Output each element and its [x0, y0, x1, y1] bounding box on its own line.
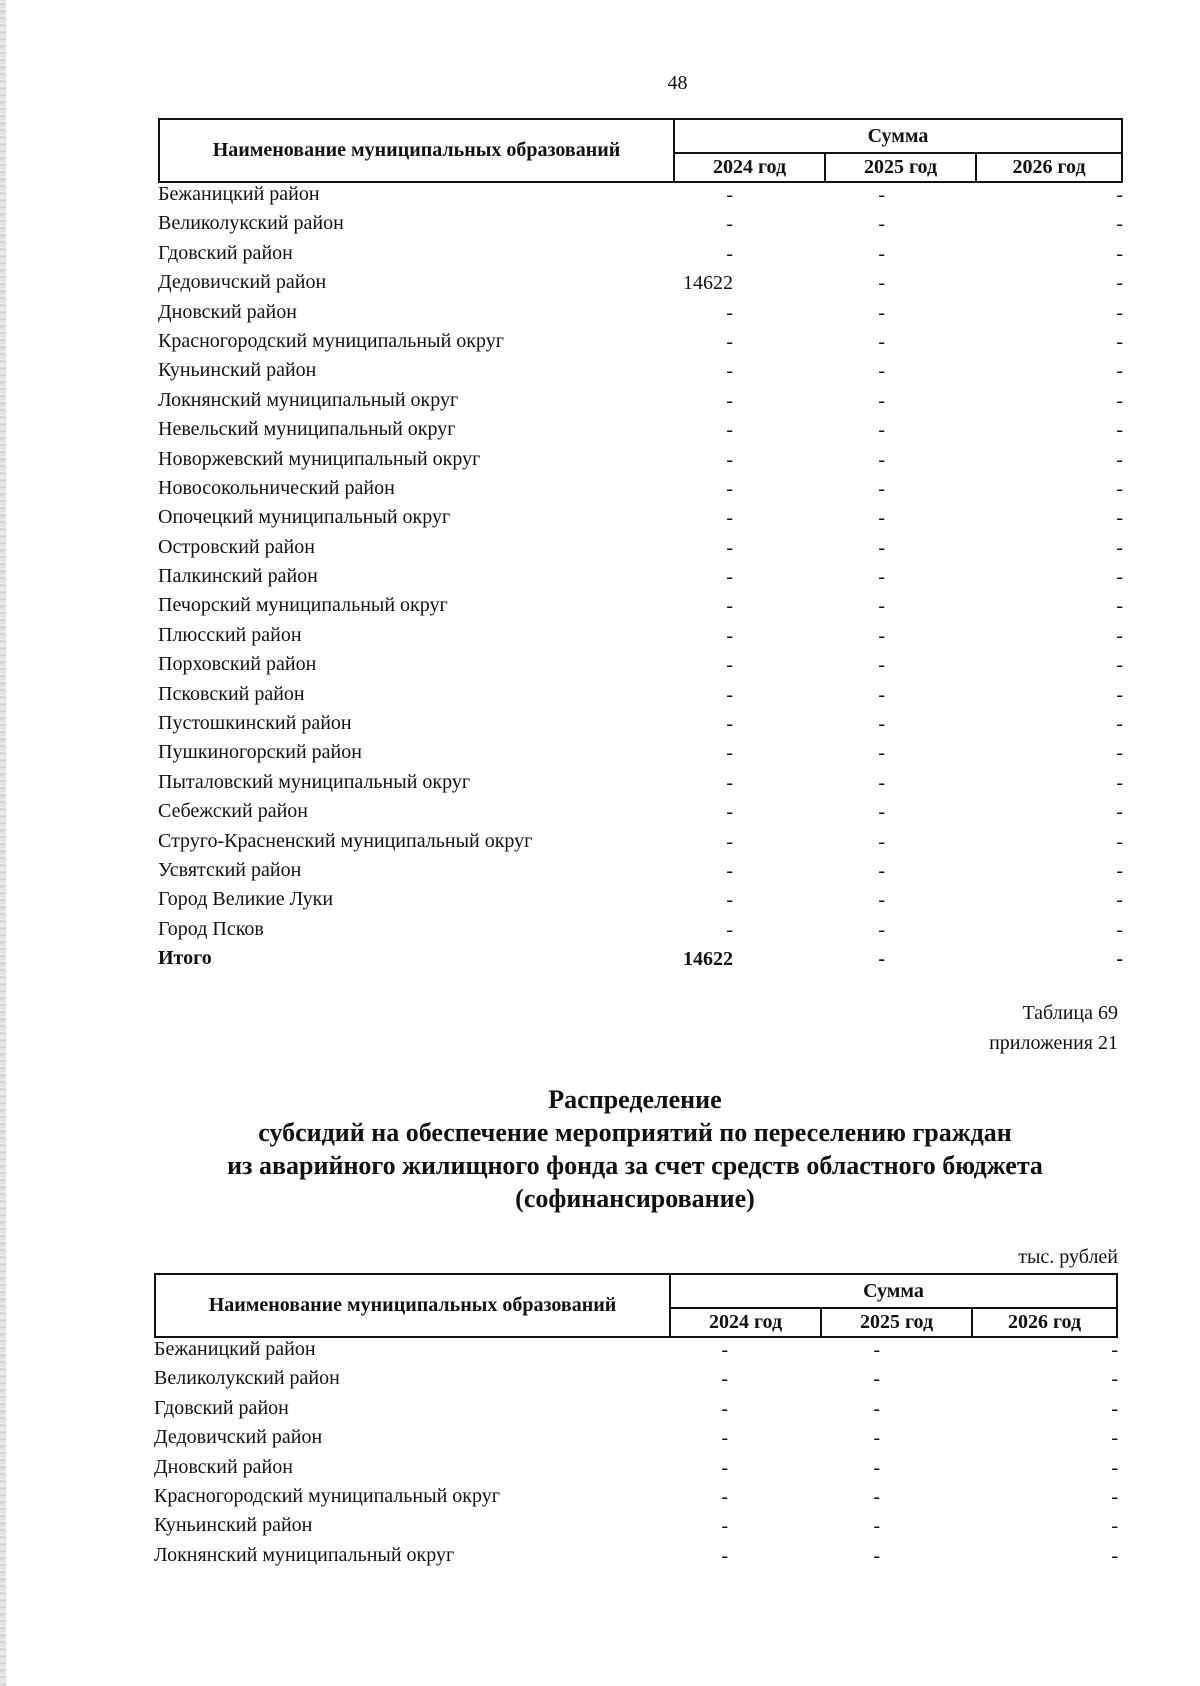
- header-year-2024: 2024 год: [671, 1309, 822, 1336]
- row-name: Город Великие Луки: [158, 888, 334, 911]
- value-2025: -: [873, 1339, 880, 1361]
- value-2025: -: [878, 859, 885, 882]
- value-2026: -: [1111, 1339, 1118, 1361]
- value-2025: -: [873, 1456, 880, 1479]
- value-2024: -: [726, 654, 733, 677]
- value-2025: -: [878, 419, 885, 442]
- value-2024: -: [726, 713, 733, 736]
- row-name: Усвятский район: [158, 858, 302, 881]
- table-bottom: [154, 1273, 1118, 1573]
- table-row: [154, 1456, 1118, 1485]
- value-2024: -: [726, 419, 733, 442]
- value-2026: -: [1116, 566, 1123, 589]
- value-2026: -: [1116, 801, 1123, 824]
- title-line: Распределение: [548, 1085, 722, 1114]
- value-2024: -: [726, 683, 733, 706]
- row-name: Куньинский район: [158, 359, 317, 382]
- row-name: Псковский район: [158, 682, 305, 705]
- row-name: Пушкиногорский район: [158, 741, 362, 764]
- value-2024: -: [726, 389, 733, 412]
- table-row: [154, 1426, 1118, 1455]
- row-name: Пустошкинский район: [158, 712, 352, 735]
- table-row: [158, 359, 1123, 388]
- table-row: [158, 565, 1123, 594]
- table-row: [158, 448, 1123, 477]
- value-2024: 14622: [683, 272, 733, 295]
- table-top: [158, 118, 1123, 977]
- table-row: [158, 918, 1123, 947]
- value-2024: 14622: [683, 948, 733, 971]
- row-name: Опочецкий муниципальный округ: [158, 506, 451, 529]
- value-2026: -: [1111, 1397, 1118, 1420]
- value-2024: -: [726, 742, 733, 765]
- value-2024: -: [721, 1515, 728, 1538]
- table-caption: [989, 998, 1118, 1058]
- value-2025: -: [878, 801, 885, 824]
- value-2026: -: [1116, 330, 1123, 353]
- table-row: [158, 800, 1123, 829]
- value-2025: -: [878, 566, 885, 589]
- value-2026: -: [1116, 713, 1123, 736]
- value-2026: -: [1116, 859, 1123, 882]
- caption-appendix: приложения 21: [989, 1032, 1118, 1054]
- value-2025: -: [873, 1427, 880, 1450]
- table-row: [158, 712, 1123, 741]
- table-row: [158, 741, 1123, 770]
- table-body: [158, 183, 1123, 977]
- table-row: [158, 830, 1123, 859]
- table-row: [154, 1514, 1118, 1543]
- table-row: [158, 242, 1123, 271]
- table-row: [158, 594, 1123, 623]
- value-2025: -: [873, 1515, 880, 1538]
- value-2026: -: [1116, 301, 1123, 324]
- value-2024: -: [726, 184, 733, 206]
- table-row: [158, 389, 1123, 418]
- table-row: [158, 771, 1123, 800]
- value-2025: -: [878, 242, 885, 265]
- row-name: Невельский муниципальный округ: [158, 418, 456, 441]
- value-2025: -: [873, 1368, 880, 1391]
- value-2026: -: [1111, 1544, 1118, 1567]
- value-2025: -: [878, 330, 885, 353]
- caption-table-number: Таблица 69: [1022, 1002, 1118, 1024]
- value-2024: -: [726, 360, 733, 383]
- value-2026: -: [1116, 448, 1123, 471]
- row-name: Островский район: [158, 535, 315, 558]
- header-year-2026: 2026 год: [1012, 156, 1086, 178]
- value-2024: -: [726, 801, 733, 824]
- row-name: Порховский район: [158, 653, 317, 676]
- header-name-column: Наименование муниципальных образований: [160, 120, 675, 181]
- row-name: Город Псков: [158, 917, 264, 940]
- value-2025: -: [878, 536, 885, 559]
- table-row: [158, 624, 1123, 653]
- value-2026: -: [1116, 654, 1123, 677]
- value-2025: -: [878, 683, 885, 706]
- value-2026: -: [1111, 1485, 1118, 1508]
- table-row: [158, 330, 1123, 359]
- value-2024: -: [726, 536, 733, 559]
- row-name: Бежаницкий район: [154, 1338, 316, 1360]
- header-year-2025: 2025 год: [826, 154, 977, 181]
- value-2025: -: [878, 624, 885, 647]
- row-name: Красногородский муниципальный округ: [154, 1484, 500, 1507]
- value-2025: -: [878, 507, 885, 530]
- value-2024: -: [721, 1368, 728, 1391]
- scan-edge: [0, 0, 6, 1686]
- value-2025: -: [878, 595, 885, 618]
- table-body: [154, 1338, 1118, 1573]
- value-2025: -: [878, 448, 885, 471]
- document-title: [150, 1083, 1120, 1215]
- row-name: Новосокольнический район: [158, 476, 395, 499]
- table-row: [158, 477, 1123, 506]
- value-2026: -: [1116, 683, 1123, 706]
- row-name: Плюсский район: [158, 623, 302, 646]
- row-name: Дновский район: [154, 1455, 293, 1478]
- value-2026: -: [1116, 272, 1123, 295]
- value-2025: -: [873, 1397, 880, 1420]
- value-2026: -: [1116, 742, 1123, 765]
- value-2024: -: [726, 595, 733, 618]
- units-label: тыс. рублей: [1018, 1246, 1118, 1268]
- value-2026: -: [1116, 477, 1123, 500]
- value-2026: -: [1111, 1427, 1118, 1450]
- header-year-2026: 2026 год: [1007, 1311, 1082, 1333]
- value-2024: -: [721, 1339, 728, 1361]
- row-name: Пыталовский муниципальный округ: [158, 770, 471, 793]
- row-name: Печорский муниципальный округ: [158, 594, 448, 617]
- row-name: Локнянский муниципальный округ: [158, 388, 459, 411]
- table-row: [154, 1544, 1118, 1573]
- value-2024: -: [726, 330, 733, 353]
- value-2024: -: [726, 507, 733, 530]
- header-sum: Сумма: [671, 1275, 1116, 1309]
- value-2025: -: [878, 918, 885, 941]
- value-2026: -: [1116, 948, 1123, 971]
- table-header: [154, 1273, 1118, 1338]
- value-2025: -: [878, 771, 885, 794]
- row-name: Струго-Красненский муниципальный округ: [158, 829, 533, 852]
- title-line: субсидий на обеспечение мероприятий по переселению граждан: [258, 1118, 1012, 1147]
- value-2026: -: [1116, 536, 1123, 559]
- value-2026: -: [1111, 1368, 1118, 1391]
- value-2025: -: [878, 830, 885, 853]
- value-2025: -: [878, 948, 885, 971]
- row-name: Бежаницкий район: [158, 183, 320, 205]
- table-row: [158, 506, 1123, 535]
- value-2024: -: [726, 889, 733, 912]
- value-2025: -: [878, 654, 885, 677]
- value-2026: -: [1116, 624, 1123, 647]
- header-year-2025: 2025 год: [822, 1309, 973, 1336]
- value-2025: -: [878, 360, 885, 383]
- value-2024: -: [726, 830, 733, 853]
- value-2024: -: [726, 771, 733, 794]
- row-name: Дедовичский район: [158, 271, 327, 294]
- value-2025: -: [873, 1485, 880, 1508]
- value-2026: -: [1116, 360, 1123, 383]
- row-name: Палкинский район: [158, 565, 318, 588]
- row-name: Гдовский район: [154, 1396, 289, 1419]
- value-2024: -: [726, 477, 733, 500]
- table-row: [158, 536, 1123, 565]
- value-2024: -: [726, 566, 733, 589]
- value-2026: -: [1116, 184, 1123, 206]
- table-row: [154, 1338, 1118, 1367]
- value-2026: -: [1111, 1456, 1118, 1479]
- value-2026: -: [1116, 389, 1123, 412]
- value-2026: -: [1116, 918, 1123, 941]
- table-row: [154, 1367, 1118, 1396]
- table-row: [154, 1397, 1118, 1426]
- row-name: Итого: [158, 947, 212, 970]
- table-row: [158, 888, 1123, 917]
- value-2024: -: [726, 448, 733, 471]
- value-2024: -: [721, 1397, 728, 1420]
- value-2026: -: [1116, 242, 1123, 265]
- row-name: Великолукский район: [154, 1367, 340, 1390]
- value-2024: -: [721, 1427, 728, 1450]
- header-year-2024: 2024 год: [675, 154, 826, 181]
- value-2026: -: [1116, 595, 1123, 618]
- table-row: [158, 653, 1123, 682]
- title-line: из аварийного жилищного фонда за счет средств областного бюджета: [227, 1151, 1043, 1180]
- table-row: [158, 183, 1123, 212]
- table-row: [158, 683, 1123, 712]
- value-2026: -: [1116, 419, 1123, 442]
- value-2025: -: [878, 389, 885, 412]
- value-2024: -: [721, 1456, 728, 1479]
- table-row: [158, 418, 1123, 447]
- value-2024: -: [721, 1485, 728, 1508]
- row-name: Новоржевский муниципальный округ: [158, 447, 481, 470]
- value-2024: -: [726, 213, 733, 236]
- page-number: 48: [667, 72, 688, 94]
- row-name: Куньинский район: [154, 1514, 313, 1537]
- value-2025: -: [878, 301, 885, 324]
- table-row: [154, 1485, 1118, 1514]
- value-2024: -: [726, 859, 733, 882]
- row-name: Красногородский муниципальный округ: [158, 329, 504, 352]
- value-2024: -: [726, 242, 733, 265]
- header-sum: Сумма: [675, 120, 1121, 154]
- value-2025: -: [873, 1544, 880, 1567]
- value-2026: -: [1116, 213, 1123, 236]
- title-line: (софинансирование): [515, 1184, 755, 1213]
- row-name: Великолукский район: [158, 212, 344, 235]
- value-2024: -: [726, 624, 733, 647]
- value-2026: -: [1116, 507, 1123, 530]
- value-2025: -: [878, 742, 885, 765]
- row-name: Себежский район: [158, 800, 308, 823]
- total-row: [158, 947, 1123, 976]
- value-2024: -: [726, 918, 733, 941]
- header-name-column: Наименование муниципальных образований: [156, 1275, 671, 1336]
- table-header: [158, 118, 1123, 183]
- value-2025: -: [878, 272, 885, 295]
- value-2025: -: [878, 213, 885, 236]
- table-row: [158, 859, 1123, 888]
- value-2025: -: [878, 889, 885, 912]
- value-2024: -: [721, 1544, 728, 1567]
- value-2025: -: [878, 184, 885, 206]
- table-row: [158, 271, 1123, 300]
- row-name: Дновский район: [158, 300, 297, 323]
- row-name: Гдовский район: [158, 241, 293, 264]
- value-2026: -: [1116, 771, 1123, 794]
- value-2026: -: [1116, 889, 1123, 912]
- table-row: [158, 301, 1123, 330]
- value-2025: -: [878, 477, 885, 500]
- value-2025: -: [878, 713, 885, 736]
- table-row: [158, 212, 1123, 241]
- value-2024: -: [726, 301, 733, 324]
- value-2026: -: [1111, 1515, 1118, 1538]
- value-2026: -: [1116, 830, 1123, 853]
- row-name: Локнянский муниципальный округ: [154, 1543, 455, 1566]
- row-name: Дедовичский район: [154, 1426, 323, 1449]
